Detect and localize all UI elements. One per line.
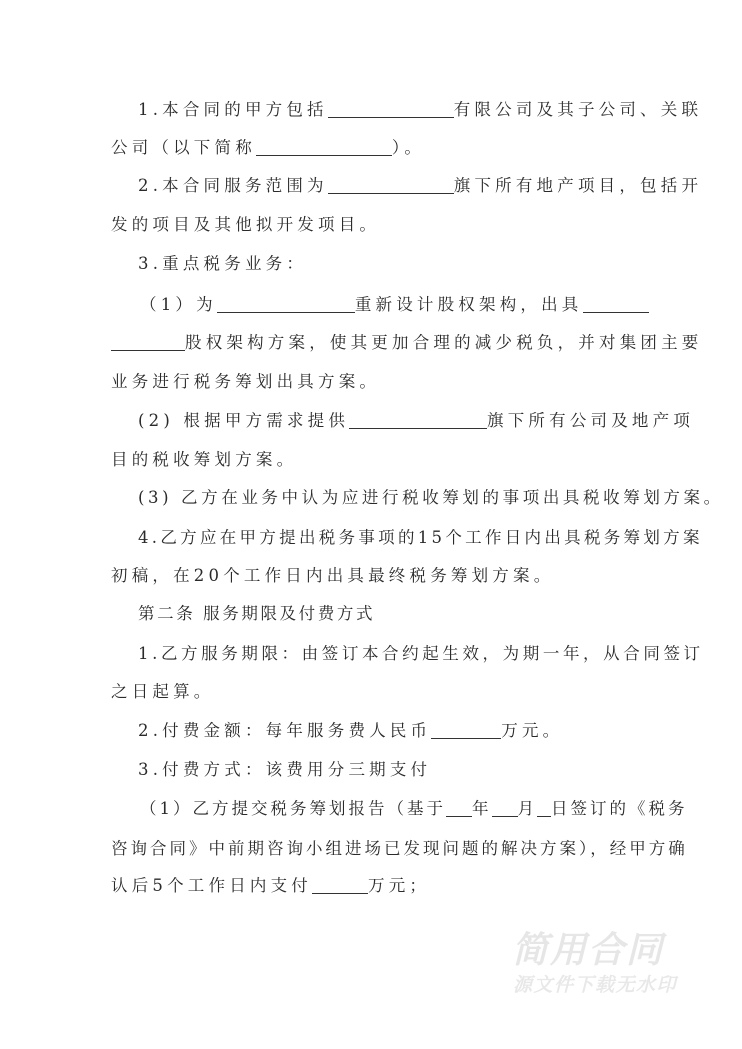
clause2-heading — [138, 602, 641, 626]
clause1-item2-line1 — [138, 174, 703, 198]
clause2-pay1-line3 — [111, 874, 641, 898]
month-label: 月 — [517, 799, 537, 818]
clause1-item4-line2 — [111, 564, 641, 588]
clause2-item2-text-b: 万元。 — [501, 721, 564, 740]
year-label: 年 — [472, 799, 492, 818]
sub1-text-a: （1）为 — [140, 295, 217, 314]
pay1-text-day: 日签订的《税务 — [551, 799, 688, 818]
clause2-item3-text: 3.付费方式：该费用分三期支付 — [138, 760, 432, 779]
sub2-text-b: 旗下所有公司及地产项 — [487, 411, 695, 430]
clause1-item1-text-c: 公司（以下简称 — [111, 138, 256, 157]
clause2-item2 — [138, 719, 641, 743]
planning-target-blank[interactable] — [349, 410, 487, 429]
sub2-text-c: 目的税收筹划方案。 — [111, 450, 298, 469]
clause1-item4-line1 — [138, 526, 703, 550]
item4-text-b: 初稿，在20个工作日内出具最终税务筹划方案。 — [111, 566, 555, 585]
clause2-item3 — [138, 758, 641, 782]
clause1-item1-line2 — [111, 136, 641, 160]
clause1-sub1-line1 — [140, 293, 670, 317]
clause2-pay1-line1 — [140, 797, 688, 821]
watermark-subtitle: 源文件下载无水印 — [513, 974, 678, 996]
short-name-blank[interactable] — [256, 137, 392, 156]
clause1-item1-text-d: ）。 — [391, 138, 426, 157]
equity-target-blank[interactable] — [217, 294, 355, 313]
sub2-text-a: (2) 根据甲方需求提供 — [138, 411, 350, 430]
sub3-text: (3) 乙方在业务中认为应进行税收筹划的事项出具税收筹划方案。 — [138, 488, 724, 507]
party-a-name-blank[interactable] — [328, 99, 454, 118]
clause1-sub2-line2 — [111, 448, 641, 472]
clause1-item1-line1 — [138, 98, 703, 122]
clause1-sub2-line1 — [138, 409, 695, 433]
pay1-text-a: （1）乙方提交税务筹划报告（基于 — [140, 799, 446, 818]
pay1-text-c: 认后5个工作日内支付 — [111, 876, 312, 895]
first-payment-blank[interactable] — [312, 875, 368, 894]
clause2-item1-line2 — [111, 680, 641, 704]
item4-text-a: 4.乙方应在甲方提出税务事项的15个工作日内出具税务筹划方案 — [138, 528, 703, 547]
key-tax-business-heading: 3.重点税务业务： — [138, 254, 308, 273]
clause1-sub3 — [138, 486, 724, 510]
clause1-item2-text-c: 发的项目及其他拟开发项目。 — [111, 215, 381, 234]
watermark-title: 简用合同 — [512, 930, 665, 971]
pay1-text-b: 咨询合同》中前期咨询小组进场已发现问题的解决方案），经甲方确 — [111, 839, 688, 858]
clause2-item1-text-a: 1.乙方服务期限：由签订本合约起生效，为期一年，从合同签订 — [138, 644, 704, 663]
clause2-heading-text: 第二条 服务期限及付费方式 — [138, 604, 376, 623]
equity-plan-blank-1[interactable] — [583, 294, 649, 313]
equity-plan-blank-2[interactable] — [111, 332, 185, 351]
pay1-text-d: 万元； — [368, 876, 431, 895]
month-blank[interactable] — [492, 798, 518, 817]
sub1-text-b: 重新设计股权架构，出具 — [354, 295, 583, 314]
sub1-text-d: 业务进行税务筹划出具方案。 — [111, 372, 381, 391]
clause1-item2-line2 — [111, 213, 641, 237]
clause1-item2-text-b: 旗下所有地产项目，包括开 — [453, 176, 703, 195]
clause2-item1-line1 — [138, 642, 704, 666]
year-blank[interactable] — [446, 798, 472, 817]
clause1-item1-text: 1.本合同的甲方包括 — [138, 100, 328, 119]
clause2-item1-text-b: 之日起算。 — [111, 682, 215, 701]
clause1-item1-text-b: 有限公司及其子公司、关联 — [453, 100, 703, 119]
clause1-item3-title — [138, 252, 641, 276]
sub1-text-c: 股权架构方案，使其更加合理的减少税负，并对集团主要 — [185, 333, 703, 352]
clause1-sub1-line2 — [111, 331, 703, 355]
day-blank[interactable] — [537, 798, 551, 817]
annual-fee-blank[interactable] — [431, 720, 501, 739]
service-scope-blank[interactable] — [328, 175, 454, 194]
clause2-pay1-line2 — [111, 837, 688, 861]
clause2-item2-text-a: 2.付费金额：每年服务费人民币 — [138, 721, 432, 740]
clause1-sub1-line3 — [111, 370, 641, 394]
clause1-item2-text: 2.本合同服务范围为 — [138, 176, 328, 195]
